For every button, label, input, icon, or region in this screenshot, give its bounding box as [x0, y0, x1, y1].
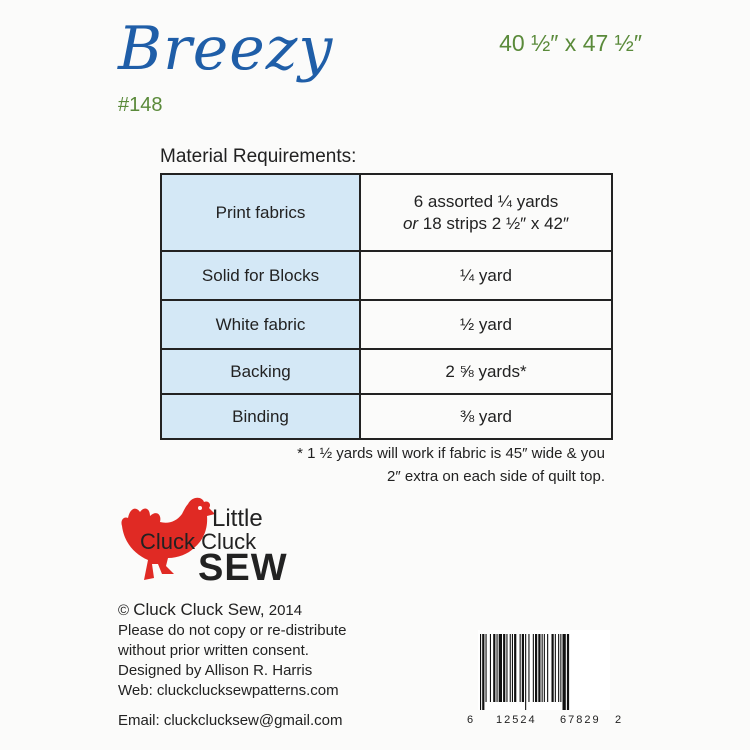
value-line: 6 assorted ¼ yards	[413, 191, 559, 211]
table-row	[161, 394, 612, 439]
barcode-bar	[558, 634, 559, 702]
table-row	[161, 300, 612, 349]
logo-little: Little	[212, 505, 263, 532]
barcode-bar	[512, 634, 513, 702]
barcode-bar	[544, 634, 545, 702]
footnote-line: * 1 ½ yards will work if fabric is 45″ wide & you	[297, 445, 605, 462]
backing-footnote	[297, 442, 605, 488]
row-value	[360, 174, 612, 251]
row-label: Solid for Blocks	[161, 251, 360, 300]
barcode-bar	[493, 634, 495, 702]
value-line: 18 strips 2 ½″ x 42″	[418, 213, 570, 233]
barcode-bar	[533, 634, 534, 702]
barcode-bar	[510, 634, 511, 702]
barcode-bar	[480, 634, 481, 710]
barcode-bar	[482, 634, 484, 710]
barcode-digit-first: 6	[467, 714, 474, 726]
copyright-line	[118, 600, 346, 621]
barcode-bar	[525, 634, 526, 710]
barcode-icon	[478, 630, 610, 710]
pattern-number: #148	[118, 94, 163, 116]
row-value: ¼ yard	[360, 251, 612, 300]
web-line: Web: cluckclucksewpatterns.com	[118, 682, 339, 699]
email-line: Email: cluckclucksew@gmail.com	[118, 712, 343, 729]
barcode-bar	[552, 634, 554, 702]
table-row	[161, 174, 612, 251]
barcode-bar	[560, 634, 561, 702]
barcode-bar	[503, 634, 505, 702]
barcode-bar	[522, 634, 524, 702]
barcode-bar	[528, 634, 529, 702]
value-italic: or	[402, 213, 419, 233]
copyright-year: 2014	[264, 602, 303, 619]
barcode-bar	[520, 634, 521, 702]
barcode-bar	[535, 634, 537, 702]
row-label: Backing	[161, 349, 360, 394]
barcode-group-1: 12524	[496, 714, 537, 726]
barcode-bar	[490, 634, 491, 702]
barcode-bar	[538, 634, 540, 702]
barcode-bar	[555, 634, 556, 702]
barcode-bar	[563, 634, 566, 710]
logo-cluck-cluck: Cluck Cluck	[140, 529, 257, 554]
notice-line: without prior written consent.	[118, 642, 309, 659]
logo-sew: SEW	[198, 547, 288, 589]
designer-line: Designed by Allison R. Harris	[118, 662, 313, 679]
barcode-digit-last: 2	[615, 714, 622, 726]
notice-line: Please do not copy or re-distribute	[118, 622, 347, 639]
barcode-bar	[486, 634, 487, 702]
row-label: Binding	[161, 394, 360, 439]
quilt-size: 40 ½″ x 47 ½″	[499, 30, 642, 56]
row-value: 2 ⅝ yards*	[360, 349, 612, 394]
barcode-bar	[514, 634, 516, 702]
credits	[118, 600, 346, 701]
table-row	[161, 349, 612, 394]
barcode-bar	[567, 634, 569, 710]
row-label: Print fabrics	[161, 174, 360, 251]
copyright-symbol: ©	[118, 602, 130, 619]
row-label: White fabric	[161, 300, 360, 349]
barcode-bar	[506, 634, 507, 702]
materials-heading: Material Requirements:	[160, 146, 357, 167]
materials-table	[160, 173, 613, 440]
footnote-line: 2″ extra on each side of quilt top.	[387, 468, 605, 485]
pattern-title: Breezy	[118, 14, 334, 84]
barcode-bar	[497, 634, 498, 702]
barcode-bar	[499, 634, 502, 702]
row-value: ⅜ yard	[360, 394, 612, 439]
company-name: Cluck Cluck Sew,	[133, 600, 265, 619]
barcode-group-2: 67829	[560, 714, 601, 726]
barcode-bar	[547, 634, 548, 702]
table-row	[161, 251, 612, 300]
row-value: ½ yard	[360, 300, 612, 349]
barcode-bar	[542, 634, 543, 702]
